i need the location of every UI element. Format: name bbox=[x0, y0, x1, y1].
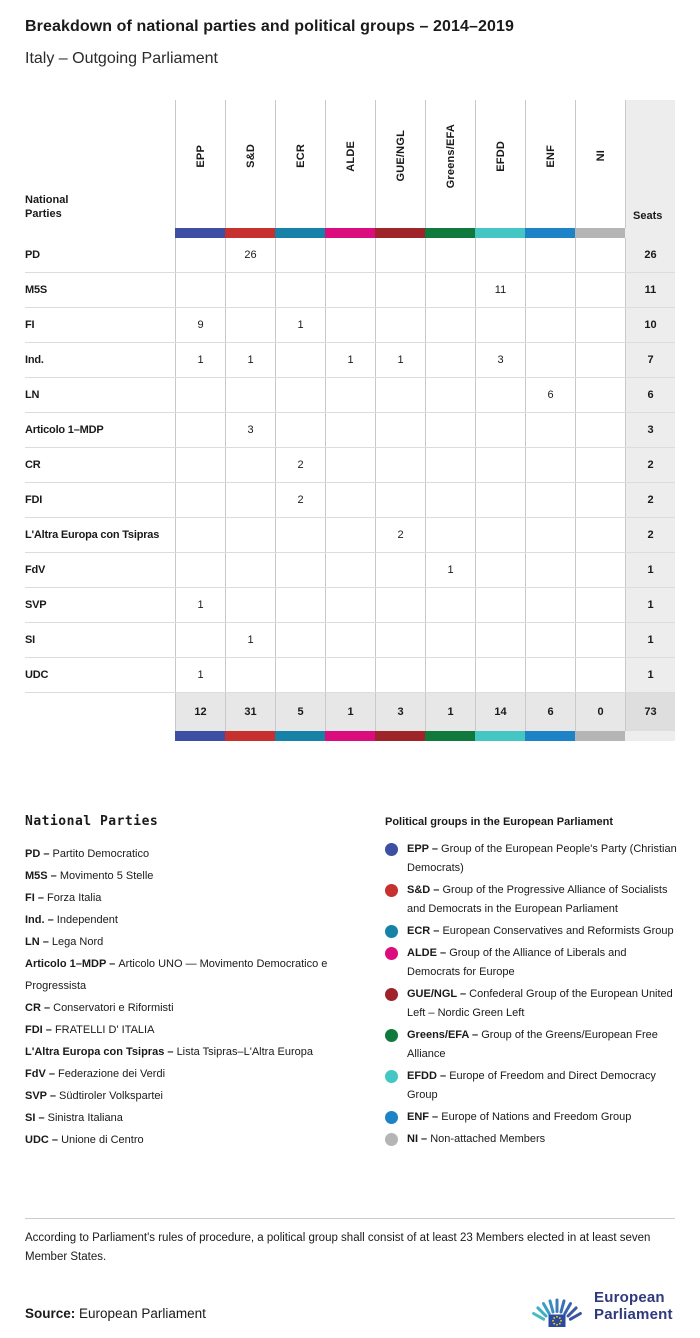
seat-cell-ni bbox=[575, 623, 625, 657]
seats-column-header bbox=[625, 100, 675, 228]
seat-cell-enf bbox=[525, 553, 575, 587]
seat-cell-ecr: 2 bbox=[275, 448, 325, 482]
table-row-svp bbox=[25, 588, 675, 623]
footnote-divider bbox=[25, 1218, 675, 1219]
party-name: UDC bbox=[25, 669, 49, 681]
seat-cell-ni bbox=[575, 273, 625, 307]
column-header-label: GUE/NGL bbox=[394, 130, 407, 182]
row-seats-total: 26 bbox=[625, 238, 675, 272]
seat-cell-greens-efa bbox=[425, 273, 475, 307]
seat-cell-epp: 1 bbox=[175, 658, 225, 692]
seat-cell-ni bbox=[575, 448, 625, 482]
group-legend-item-s-d: S&D – Group of the Progressive Alliance of Socialists and Democrats in the European Parliament bbox=[385, 881, 678, 919]
seat-cell-alde bbox=[325, 518, 375, 552]
totals-row-spacer bbox=[25, 693, 175, 731]
table-row-fdv bbox=[25, 553, 675, 588]
seat-cell-gue-ngl bbox=[375, 588, 425, 622]
source-line bbox=[25, 1306, 206, 1321]
seat-cell-s-d bbox=[225, 483, 275, 517]
seat-cell-s-d bbox=[225, 658, 275, 692]
seat-cell-gue-ngl bbox=[375, 413, 425, 447]
ni-color-bar bbox=[575, 228, 625, 238]
source-label: Source: bbox=[25, 1306, 76, 1321]
row-seats-total: 6 bbox=[625, 378, 675, 412]
seat-cell-efdd: 11 bbox=[475, 273, 525, 307]
column-header-ecr bbox=[275, 100, 325, 228]
seat-cell-ecr bbox=[275, 413, 325, 447]
seat-cell-ni bbox=[575, 343, 625, 377]
party-name: M5S bbox=[25, 284, 48, 296]
national-parties-legend-title: National Parties bbox=[25, 814, 159, 829]
seat-cell-s-d bbox=[225, 588, 275, 622]
seat-cell-enf bbox=[525, 273, 575, 307]
group-color-bar-row-bottom bbox=[25, 731, 675, 741]
table-row-m5s bbox=[25, 273, 675, 308]
national-parties-legend bbox=[25, 814, 370, 1151]
seat-cell-ecr: 1 bbox=[275, 308, 325, 342]
seat-cell-alde bbox=[325, 378, 375, 412]
seat-cell-gue-ngl bbox=[375, 378, 425, 412]
column-header-efdd bbox=[475, 100, 525, 228]
seat-cell-ecr bbox=[275, 238, 325, 272]
column-header-s-d bbox=[225, 100, 275, 228]
group-total-ni: 0 bbox=[575, 693, 625, 731]
alde-color-bar bbox=[325, 731, 375, 741]
seat-cell-ecr bbox=[275, 273, 325, 307]
seat-cell-enf bbox=[525, 343, 575, 377]
logo-wordmark bbox=[594, 1289, 673, 1323]
efdd-color-dot bbox=[385, 1070, 398, 1083]
greens-efa-color-dot bbox=[385, 1029, 398, 1042]
seat-cell-gue-ngl: 1 bbox=[375, 343, 425, 377]
eu-flag-icon bbox=[549, 1315, 566, 1328]
party-name: FdV bbox=[25, 564, 46, 576]
seat-cell-greens-efa bbox=[425, 343, 475, 377]
seat-cell-alde bbox=[325, 308, 375, 342]
seat-cell-alde bbox=[325, 273, 375, 307]
seat-cell-s-d: 3 bbox=[225, 413, 275, 447]
logo-text-parliament: Parliament bbox=[594, 1306, 673, 1323]
efdd-color-bar bbox=[475, 731, 525, 741]
group-legend-item-ecr: ECR – European Conservatives and Reformists Group bbox=[385, 922, 678, 941]
seat-cell-alde bbox=[325, 623, 375, 657]
totals-row bbox=[25, 693, 675, 731]
seats-column-fill bbox=[625, 228, 675, 238]
row-seats-total: 11 bbox=[625, 273, 675, 307]
seat-cell-enf bbox=[525, 658, 575, 692]
seat-cell-efdd bbox=[475, 448, 525, 482]
seat-cell-alde: 1 bbox=[325, 343, 375, 377]
s-d-color-dot bbox=[385, 884, 398, 897]
seat-cell-ecr bbox=[275, 378, 325, 412]
table-row-fdi bbox=[25, 483, 675, 518]
party-legend-item-m5s: M5S – Movimento 5 Stelle bbox=[25, 870, 154, 882]
table-row-si bbox=[25, 623, 675, 658]
ecr-color-bar bbox=[275, 731, 325, 741]
column-header-label: ENF bbox=[544, 144, 557, 168]
row-seats-total: 1 bbox=[625, 553, 675, 587]
column-header-label: NI bbox=[594, 150, 607, 162]
seat-cell-greens-efa bbox=[425, 308, 475, 342]
seat-cell-s-d bbox=[225, 378, 275, 412]
group-legend-item-enf: ENF – Europe of Nations and Freedom Group bbox=[385, 1108, 678, 1127]
page-subtitle: Italy – Outgoing Parliament bbox=[25, 50, 218, 67]
seat-cell-ni bbox=[575, 588, 625, 622]
table-row-l-altra-europa-con-tsipras bbox=[25, 518, 675, 553]
table-row-ind bbox=[25, 343, 675, 378]
seat-cell-greens-efa bbox=[425, 413, 475, 447]
column-header-label: EFDD bbox=[494, 140, 507, 172]
party-legend-item-cr: CR – Conservatori e Riformisti bbox=[25, 1002, 174, 1014]
group-total-greens-efa: 1 bbox=[425, 693, 475, 731]
enf-color-dot bbox=[385, 1111, 398, 1124]
seat-cell-enf bbox=[525, 588, 575, 622]
political-groups-legend-title: Political groups in the European Parliament bbox=[385, 816, 613, 828]
seat-cell-greens-efa bbox=[425, 658, 475, 692]
party-name: FDI bbox=[25, 494, 43, 506]
greens-efa-color-bar bbox=[425, 731, 475, 741]
party-legend-item-svp: SVP – Südtiroler Volkspartei bbox=[25, 1090, 163, 1102]
group-total-gue-ngl: 3 bbox=[375, 693, 425, 731]
seat-cell-ecr bbox=[275, 553, 325, 587]
table-row-articolo-1-mdp bbox=[25, 413, 675, 448]
column-header-greens-efa bbox=[425, 100, 475, 228]
party-name: SVP bbox=[25, 599, 47, 611]
group-total-efdd: 14 bbox=[475, 693, 525, 731]
row-seats-total: 3 bbox=[625, 413, 675, 447]
party-legend-item-articolo-1-mdp: Articolo 1–MDP – Articolo UNO — Movimento Democratico e Progressista bbox=[25, 958, 328, 992]
group-legend-item-alde: ALDE – Group of the Alliance of Liberals and Democrats for Europe bbox=[385, 944, 678, 982]
group-total-alde: 1 bbox=[325, 693, 375, 731]
seat-cell-ni bbox=[575, 553, 625, 587]
seat-cell-alde bbox=[325, 553, 375, 587]
column-header-ni bbox=[575, 100, 625, 228]
party-legend-item-pd: PD – Partito Democratico bbox=[25, 848, 150, 860]
seat-cell-epp bbox=[175, 518, 225, 552]
greens-efa-color-bar bbox=[425, 228, 475, 238]
seat-cell-alde bbox=[325, 588, 375, 622]
column-header-enf bbox=[525, 100, 575, 228]
group-total-enf: 6 bbox=[525, 693, 575, 731]
table-corner-label bbox=[25, 100, 175, 228]
table-row-udc bbox=[25, 658, 675, 693]
table-body bbox=[25, 238, 675, 731]
group-total-ecr: 5 bbox=[275, 693, 325, 731]
seat-cell-alde bbox=[325, 413, 375, 447]
seat-cell-gue-ngl bbox=[375, 483, 425, 517]
ecr-color-dot bbox=[385, 925, 398, 938]
group-legend-item-greens-efa: Greens/EFA – Group of the Greens/European Free Alliance bbox=[385, 1026, 678, 1064]
group-legend-list bbox=[385, 840, 678, 1149]
seat-cell-alde bbox=[325, 448, 375, 482]
group-total-s-d: 31 bbox=[225, 693, 275, 731]
seat-cell-ecr: 2 bbox=[275, 483, 325, 517]
party-legend-item-ln: LN – Lega Nord bbox=[25, 936, 104, 948]
seat-cell-s-d bbox=[225, 553, 275, 587]
seat-cell-epp: 1 bbox=[175, 588, 225, 622]
column-header-label: Greens/EFA bbox=[444, 123, 457, 189]
seat-cell-s-d: 26 bbox=[225, 238, 275, 272]
seat-cell-greens-efa bbox=[425, 378, 475, 412]
epp-color-bar bbox=[175, 731, 225, 741]
group-color-bar-row-top bbox=[25, 228, 675, 238]
seat-cell-s-d: 1 bbox=[225, 343, 275, 377]
seat-cell-ni bbox=[575, 483, 625, 517]
party-name: L'Altra Europa con Tsipras bbox=[25, 529, 160, 541]
seat-cell-s-d bbox=[225, 448, 275, 482]
seat-cell-s-d: 1 bbox=[225, 623, 275, 657]
seat-cell-greens-efa bbox=[425, 448, 475, 482]
seat-cell-ni bbox=[575, 518, 625, 552]
s-d-color-bar bbox=[225, 731, 275, 741]
table-row-ln bbox=[25, 378, 675, 413]
ecr-color-bar bbox=[275, 228, 325, 238]
logo-text-european: European bbox=[594, 1289, 665, 1306]
seat-cell-epp bbox=[175, 378, 225, 412]
seat-cell-greens-efa bbox=[425, 623, 475, 657]
seat-cell-ecr bbox=[275, 518, 325, 552]
gue-ngl-color-bar bbox=[375, 731, 425, 741]
row-seats-total: 10 bbox=[625, 308, 675, 342]
bar-row-spacer bbox=[25, 731, 175, 741]
corner-label-line1: National bbox=[25, 194, 69, 206]
epp-color-dot bbox=[385, 843, 398, 856]
seat-cell-s-d bbox=[225, 273, 275, 307]
seat-cell-greens-efa bbox=[425, 238, 475, 272]
seat-cell-ni bbox=[575, 413, 625, 447]
page-title: Breakdown of national parties and political groups – 2014–2019 bbox=[25, 18, 515, 35]
group-total-epp: 12 bbox=[175, 693, 225, 731]
seat-cell-efdd bbox=[475, 378, 525, 412]
seat-cell-gue-ngl bbox=[375, 553, 425, 587]
seat-cell-enf bbox=[525, 623, 575, 657]
party-legend-item-udc: UDC – Unione di Centro bbox=[25, 1134, 144, 1146]
row-seats-total: 1 bbox=[625, 658, 675, 692]
european-parliament-logo bbox=[527, 1281, 673, 1331]
seat-cell-epp bbox=[175, 623, 225, 657]
seats-table bbox=[25, 100, 675, 741]
seat-cell-epp bbox=[175, 238, 225, 272]
seat-cell-alde bbox=[325, 483, 375, 517]
seats-header-label: Seats bbox=[633, 210, 663, 222]
party-name: FI bbox=[25, 319, 35, 331]
row-seats-total: 1 bbox=[625, 623, 675, 657]
seat-cell-gue-ngl bbox=[375, 273, 425, 307]
table-row-pd bbox=[25, 238, 675, 273]
seat-cell-epp bbox=[175, 483, 225, 517]
seat-cell-gue-ngl bbox=[375, 658, 425, 692]
seat-cell-epp bbox=[175, 553, 225, 587]
seat-cell-enf bbox=[525, 308, 575, 342]
seat-cell-gue-ngl: 2 bbox=[375, 518, 425, 552]
party-legend-item-l-altra-europa-con-tsipras: L'Altra Europa con Tsipras – Lista Tsipras–L'Altra Europa bbox=[25, 1046, 313, 1058]
column-header-label: S&D bbox=[244, 144, 257, 168]
seat-cell-efdd bbox=[475, 483, 525, 517]
s-d-color-bar bbox=[225, 228, 275, 238]
seat-cell-enf: 6 bbox=[525, 378, 575, 412]
bar-row-spacer bbox=[25, 228, 175, 238]
seat-cell-gue-ngl bbox=[375, 238, 425, 272]
seat-cell-ni bbox=[575, 238, 625, 272]
row-seats-total: 7 bbox=[625, 343, 675, 377]
seat-cell-efdd: 3 bbox=[475, 343, 525, 377]
seat-cell-alde bbox=[325, 238, 375, 272]
table-header-row bbox=[25, 100, 675, 228]
seat-cell-s-d bbox=[225, 518, 275, 552]
party-legend-item-fi: FI – Forza Italia bbox=[25, 892, 102, 904]
seat-cell-ni bbox=[575, 658, 625, 692]
seat-cell-enf bbox=[525, 483, 575, 517]
seat-cell-epp: 1 bbox=[175, 343, 225, 377]
gue-ngl-color-dot bbox=[385, 988, 398, 1001]
party-legend-list bbox=[25, 843, 370, 1151]
table-row-cr bbox=[25, 448, 675, 483]
column-header-epp bbox=[175, 100, 225, 228]
seat-cell-efdd bbox=[475, 518, 525, 552]
alde-color-dot bbox=[385, 947, 398, 960]
source-value: European Parliament bbox=[79, 1306, 206, 1321]
party-legend-item-si: SI – Sinistra Italiana bbox=[25, 1112, 123, 1124]
party-legend-item-fdi: FDI – FRATELLI D' ITALIA bbox=[25, 1024, 155, 1036]
seat-cell-efdd bbox=[475, 308, 525, 342]
footnote: According to Parliament's rules of procedure, a political group shall consist of at least 23 Members elected in at least seven Member States. bbox=[25, 1232, 651, 1263]
seat-cell-greens-efa bbox=[425, 483, 475, 517]
seat-cell-greens-efa bbox=[425, 588, 475, 622]
seat-cell-greens-efa: 1 bbox=[425, 553, 475, 587]
party-name: LN bbox=[25, 389, 40, 401]
seats-column-fill bbox=[625, 731, 675, 741]
seat-cell-alde bbox=[325, 658, 375, 692]
seat-cell-gue-ngl bbox=[375, 623, 425, 657]
seat-cell-epp bbox=[175, 448, 225, 482]
column-header-gue-ngl bbox=[375, 100, 425, 228]
column-header-label: ALDE bbox=[344, 140, 357, 172]
seat-cell-greens-efa bbox=[425, 518, 475, 552]
table-row-fi bbox=[25, 308, 675, 343]
alde-color-bar bbox=[325, 228, 375, 238]
seat-cell-efdd bbox=[475, 553, 525, 587]
seat-cell-ni bbox=[575, 378, 625, 412]
row-seats-total: 1 bbox=[625, 588, 675, 622]
hemicycle-icon bbox=[527, 1281, 589, 1331]
seat-cell-gue-ngl bbox=[375, 308, 425, 342]
row-seats-total: 2 bbox=[625, 518, 675, 552]
enf-color-bar bbox=[525, 228, 575, 238]
seat-cell-efdd bbox=[475, 238, 525, 272]
efdd-color-bar bbox=[475, 228, 525, 238]
party-name: CR bbox=[25, 459, 41, 471]
party-name: SI bbox=[25, 634, 35, 646]
seat-cell-ecr bbox=[275, 658, 325, 692]
gue-ngl-color-bar bbox=[375, 228, 425, 238]
ni-color-bar bbox=[575, 731, 625, 741]
group-legend-item-gue-ngl: GUE/NGL – Confederal Group of the European United Left – Nordic Green Left bbox=[385, 985, 678, 1023]
seat-cell-efdd bbox=[475, 413, 525, 447]
seat-cell-efdd bbox=[475, 623, 525, 657]
group-legend-item-ni: NI – Non-attached Members bbox=[385, 1130, 678, 1149]
seat-cell-efdd bbox=[475, 658, 525, 692]
row-seats-total: 2 bbox=[625, 483, 675, 517]
column-header-alde bbox=[325, 100, 375, 228]
party-name: Ind. bbox=[25, 354, 44, 366]
enf-color-bar bbox=[525, 731, 575, 741]
seat-cell-ecr bbox=[275, 588, 325, 622]
party-name: Articolo 1–MDP bbox=[25, 424, 104, 436]
party-legend-item-ind: Ind. – Independent bbox=[25, 914, 118, 926]
seat-cell-enf bbox=[525, 238, 575, 272]
seat-cell-efdd bbox=[475, 588, 525, 622]
seat-cell-enf bbox=[525, 518, 575, 552]
row-seats-total: 2 bbox=[625, 448, 675, 482]
corner-label-line2: Parties bbox=[25, 208, 62, 220]
seat-cell-epp bbox=[175, 273, 225, 307]
seat-cell-ni bbox=[575, 308, 625, 342]
seat-cell-s-d bbox=[225, 308, 275, 342]
party-legend-item-fdv: FdV – Federazione dei Verdi bbox=[25, 1068, 166, 1080]
group-legend-item-epp: EPP – Group of the European People's Party (Christian Democrats) bbox=[385, 840, 678, 878]
party-name: PD bbox=[25, 249, 40, 261]
column-header-label: ECR bbox=[294, 144, 307, 168]
political-groups-legend bbox=[385, 816, 678, 1152]
seat-cell-gue-ngl bbox=[375, 448, 425, 482]
seat-cell-epp bbox=[175, 413, 225, 447]
ni-color-dot bbox=[385, 1133, 398, 1146]
group-legend-item-efdd: EFDD – Europe of Freedom and Direct Democracy Group bbox=[385, 1067, 678, 1105]
seat-cell-ecr bbox=[275, 343, 325, 377]
seat-cell-epp: 9 bbox=[175, 308, 225, 342]
seat-cell-ecr bbox=[275, 623, 325, 657]
epp-color-bar bbox=[175, 228, 225, 238]
grand-total-seats: 73 bbox=[625, 693, 675, 731]
column-header-label: EPP bbox=[194, 144, 207, 168]
seat-cell-enf bbox=[525, 448, 575, 482]
seat-cell-enf bbox=[525, 413, 575, 447]
